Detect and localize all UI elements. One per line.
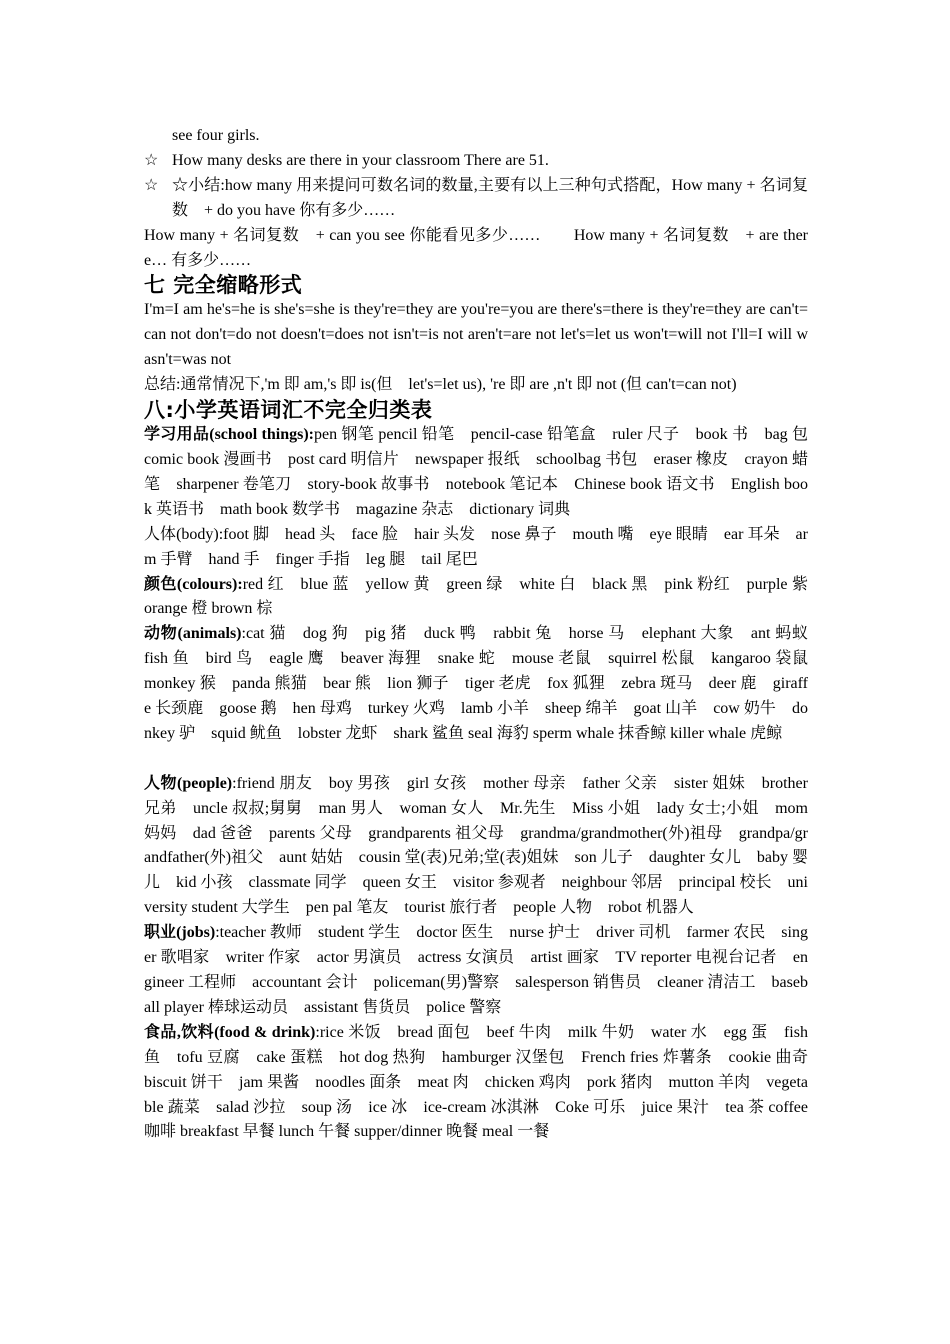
contractions-paragraph: I'm=I am he's=he is she's=she is they're=they are you're=you are there's=there is they're=they are can't=can not don't=do not doesn't=does not isn't=is not aren't=are not let's=let us won't=will not I'll=I will wasn't=was not [144,301,808,369]
blank-line [144,747,808,772]
category-text: :rice 米饭 bread 面包 beef 牛肉 milk 牛奶 water 水 egg 蛋 fish 鱼 tofu 豆腐 cake 蛋糕 hot dog 热狗 hamburger 汉堡包 French fries 炸薯条 cookie 曲奇 biscuit 饼干 jam 果酱 noodles 面条 meat 肉 chicken 鸡肉 pork 猪肉 mutton 羊肉 vegetable 蔬菜 salad 沙拉 soup 汤 ice 冰 ice-cream 冰淇淋 Coke 可乐 juice 果汁 tea 茶 coffee 咖啡 breakfast 早餐 lunch 午餐 supper/dinner 晚餐 meal 一餐 [144,1023,825,1141]
document-body [144,124,825,1145]
category-label: 动物(animals) [144,625,242,643]
vocab-food-drink [144,1021,825,1146]
text-paragraph: How many + 名词复数 + can you see 你能看见多少…… How many + 名词复数 + are there… 有多少…… [144,226,808,269]
category-label: 颜色(colours): [144,575,243,593]
section-heading: 七 完全缩略形式 [144,273,303,298]
category-text: pen 钢笔 pencil 铅笔 pencil-case 铅笔盒 ruler 尺子 book 书 bag 包 comic book 漫画书 post card 明信片 newspaper 报纸 schoolbag 书包 eraser 橡皮 crayon 蜡笔 sharpener 卷笔刀 story-book 故事书 notebook 笔记本 Chinese book 语文书 English book 英语书 math book 数学书 magazine 杂志 dictionary 词典 [144,426,824,518]
category-label: 人物(people) [144,774,233,792]
vocab-animals [144,622,825,747]
vocab-jobs [144,921,808,1021]
category-text: :teacher 教师 student 学生 doctor 医生 nurse 护士 driver 司机 farmer 农民 singer 歌唱家 writer 作家 actor 男演员 actress 女演员 artist 画家 TV reporter 电视台记者 engineer 工程师 accountant 会计 policeman(男)警察 salesperson 销售员 cleaner 清洁工 baseball player 棒球运动员 assistant 售货员 police 警察 [144,924,808,1016]
bullet-paragraph [144,174,808,224]
summary-paragraph: 总结:通常情况下,'m 即 am,'s 即 is(但 let's=let us), 're 即 are ,n't 即 not (但 can't=can not) [144,376,737,394]
vocab-body: 人体(body):foot 脚 head 头 face 脸 hair 头发 nose 鼻子 mouth 嘴 eye 眼睛 ear 耳朵 arm 手臂 hand 手 finger 手指 leg 腿 tail 尾巴 [144,525,808,568]
star-bullet-icon: ☆ [144,176,159,194]
bullet-text: How many desks are there in your classroom There are 51. [172,151,549,169]
category-label: 食品,饮料(food & drink) [144,1023,316,1041]
vocab-colours [144,573,808,623]
category-label: 学习用品(school things): [144,426,315,444]
section-heading: 八:小学英语词汇不完全归类表 [144,398,433,423]
bullet-text: ☆小结:how many 用来提问可数名词的数量,主要有以上三种句式搭配，How many + 名词复数 + do you have 你有多少…… [172,176,808,219]
category-text: red 红 blue 蓝 yellow 黄 green 绿 white 白 black 黑 pink 粉红 purple 紫 orange 橙 brown 棕 [144,575,808,618]
category-text: :friend 朋友 boy 男孩 girl 女孩 mother 母亲 father 父亲 sister 姐妹 brother 兄弟 uncle 叔叔;舅舅 man 男人 woman 女人 Mr.先生 Miss 小姐 lady 女士;小姐 mom 妈妈 dad 爸爸 parents 父母 grandparents 祖父母 grandma/grandmother(外)祖母 grandpa/grandfather(外)祖父 aunt 姑姑 cousin 堂(表)兄弟;堂(表)姐妹 son 儿子 daughter 女儿 baby 婴儿 kid 小孩 classmate 同学 queen 女王 visitor 参观者 neighbour 邻居 principal 校长 university student 大学生 pen pal 笔友 tourist 旅行者 people 人物 robot 机器人 [144,774,808,917]
category-label: 职业(jobs) [144,924,216,942]
text-line: see four girls. [172,127,260,144]
bullet-paragraph [144,149,808,174]
star-bullet-icon: ☆ [144,151,159,169]
category-text: :cat 猫 dog 狗 pig 猪 duck 鸭 rabbit 兔 horse 马 elephant 大象 ant 蚂蚁 fish 鱼 bird 鸟 eagle 鹰 beaver 海狸 snake 蛇 mouse 老鼠 squirrel 松鼠 kangaroo 袋鼠 monkey 猴 panda 熊猫 bear 熊 lion 狮子 tiger 老虎 fox 狐狸 zebra 斑马 deer 鹿 giraffe 长颈鹿 goose 鹅 hen 母鸡 turkey 火鸡 lamb 小羊 sheep 绵羊 goat 山羊 cow 奶牛 donkey 驴 squid 鱿鱼 lobster 龙虾 shark 鲨鱼 seal 海豹 sperm whale 抹香鲸 killer whale 虎鲸 [144,625,825,742]
vocab-people [144,772,808,921]
vocab-school-things [144,423,824,523]
